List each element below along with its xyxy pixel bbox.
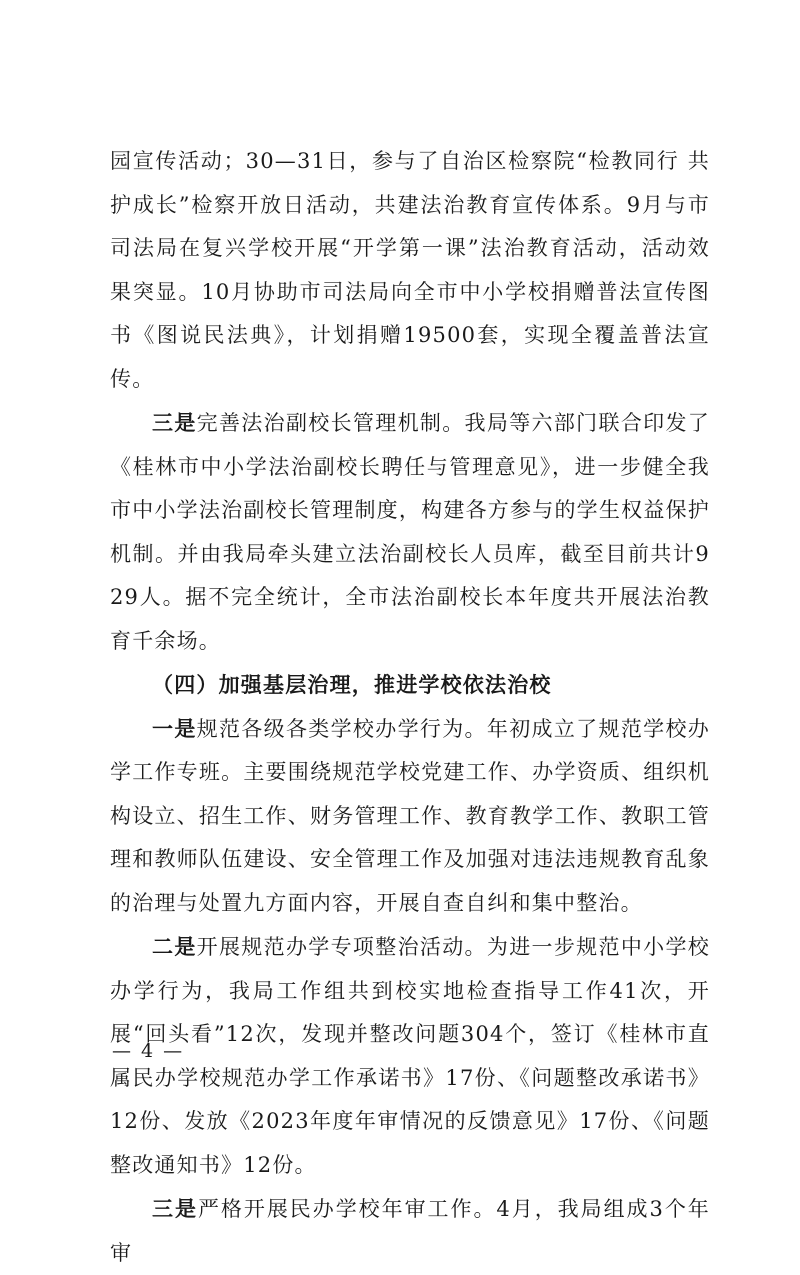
paragraph-text: 完善法治副校长管理机制。我局等六部门联合印发了《桂林市中小学法治副校长聘任与管理意见》，进一步健全我市中小学法治副校长管理制度，构建各方参与的学生权益保护机制。并由我局牵头建立法治副校长人员库，截至目前共计929人。据不完全统计，全市法治副校长本年度共开展法治教育千余场。 [110, 411, 710, 653]
paragraph-item-three-annual-review [110, 1187, 710, 1275]
paragraph-text: 园宣传活动；30—31日，参与了自治区检察院“检教同行 共护成长”检察开放日活动，共建法治教育宣传体系。9月与市司法局在复兴学校开展“开学第一课”法治教育活动，活动效果突显。10月协助市司法局向全市中小学校捐赠普法宣传图书《图说民法典》，计划捐赠19500套，实现全覆盖普法宣传。 [110, 149, 710, 391]
document-body [110, 140, 710, 1275]
paragraph-text: 严格开展民办学校年审工作。4月，我局组成3个年审 [110, 1197, 711, 1265]
paragraph-text: 开展规范办学专项整治活动。为进一步规范中小学校办学行为，我局工作组共到校实地检查指导工作41次，开展“回头看”12次，发现并整改问题304个，签订《桂林市直属民办学校规范办学工作承诺书》17份、《问题整改承诺书》12份、发放《2023年度年审情况的反馈意见》17份、《问题整改通知书》12份。 [110, 935, 710, 1177]
paragraph-lead: 二是 [152, 934, 197, 959]
paragraph-continuation [110, 140, 710, 401]
paragraph-item-one-regulate [110, 707, 710, 926]
paragraph-item-two-special-rectification [110, 925, 710, 1187]
page-number: — 4 — [112, 1040, 185, 1062]
paragraph-lead: 三是 [152, 1196, 198, 1221]
paragraph-text: 规范各级各类学校办学行为。年初成立了规范学校办学工作专班。主要围绕规范学校党建工作、办学资质、组织机构设立、招生工作、财务管理工作、教育教学工作、教职工管理和教师队伍建设、安全管理工作及加强对违法违规教育乱象的治理与处置九方面内容，开展自查自纠和集中整治。 [110, 716, 710, 915]
paragraph-lead: 三是 [152, 410, 197, 435]
paragraph-item-three-vice-principal [110, 401, 710, 663]
paragraph-lead: 一是 [152, 715, 197, 741]
section-heading: （四）加强基层治理，推进学校依法治校 [152, 672, 552, 697]
